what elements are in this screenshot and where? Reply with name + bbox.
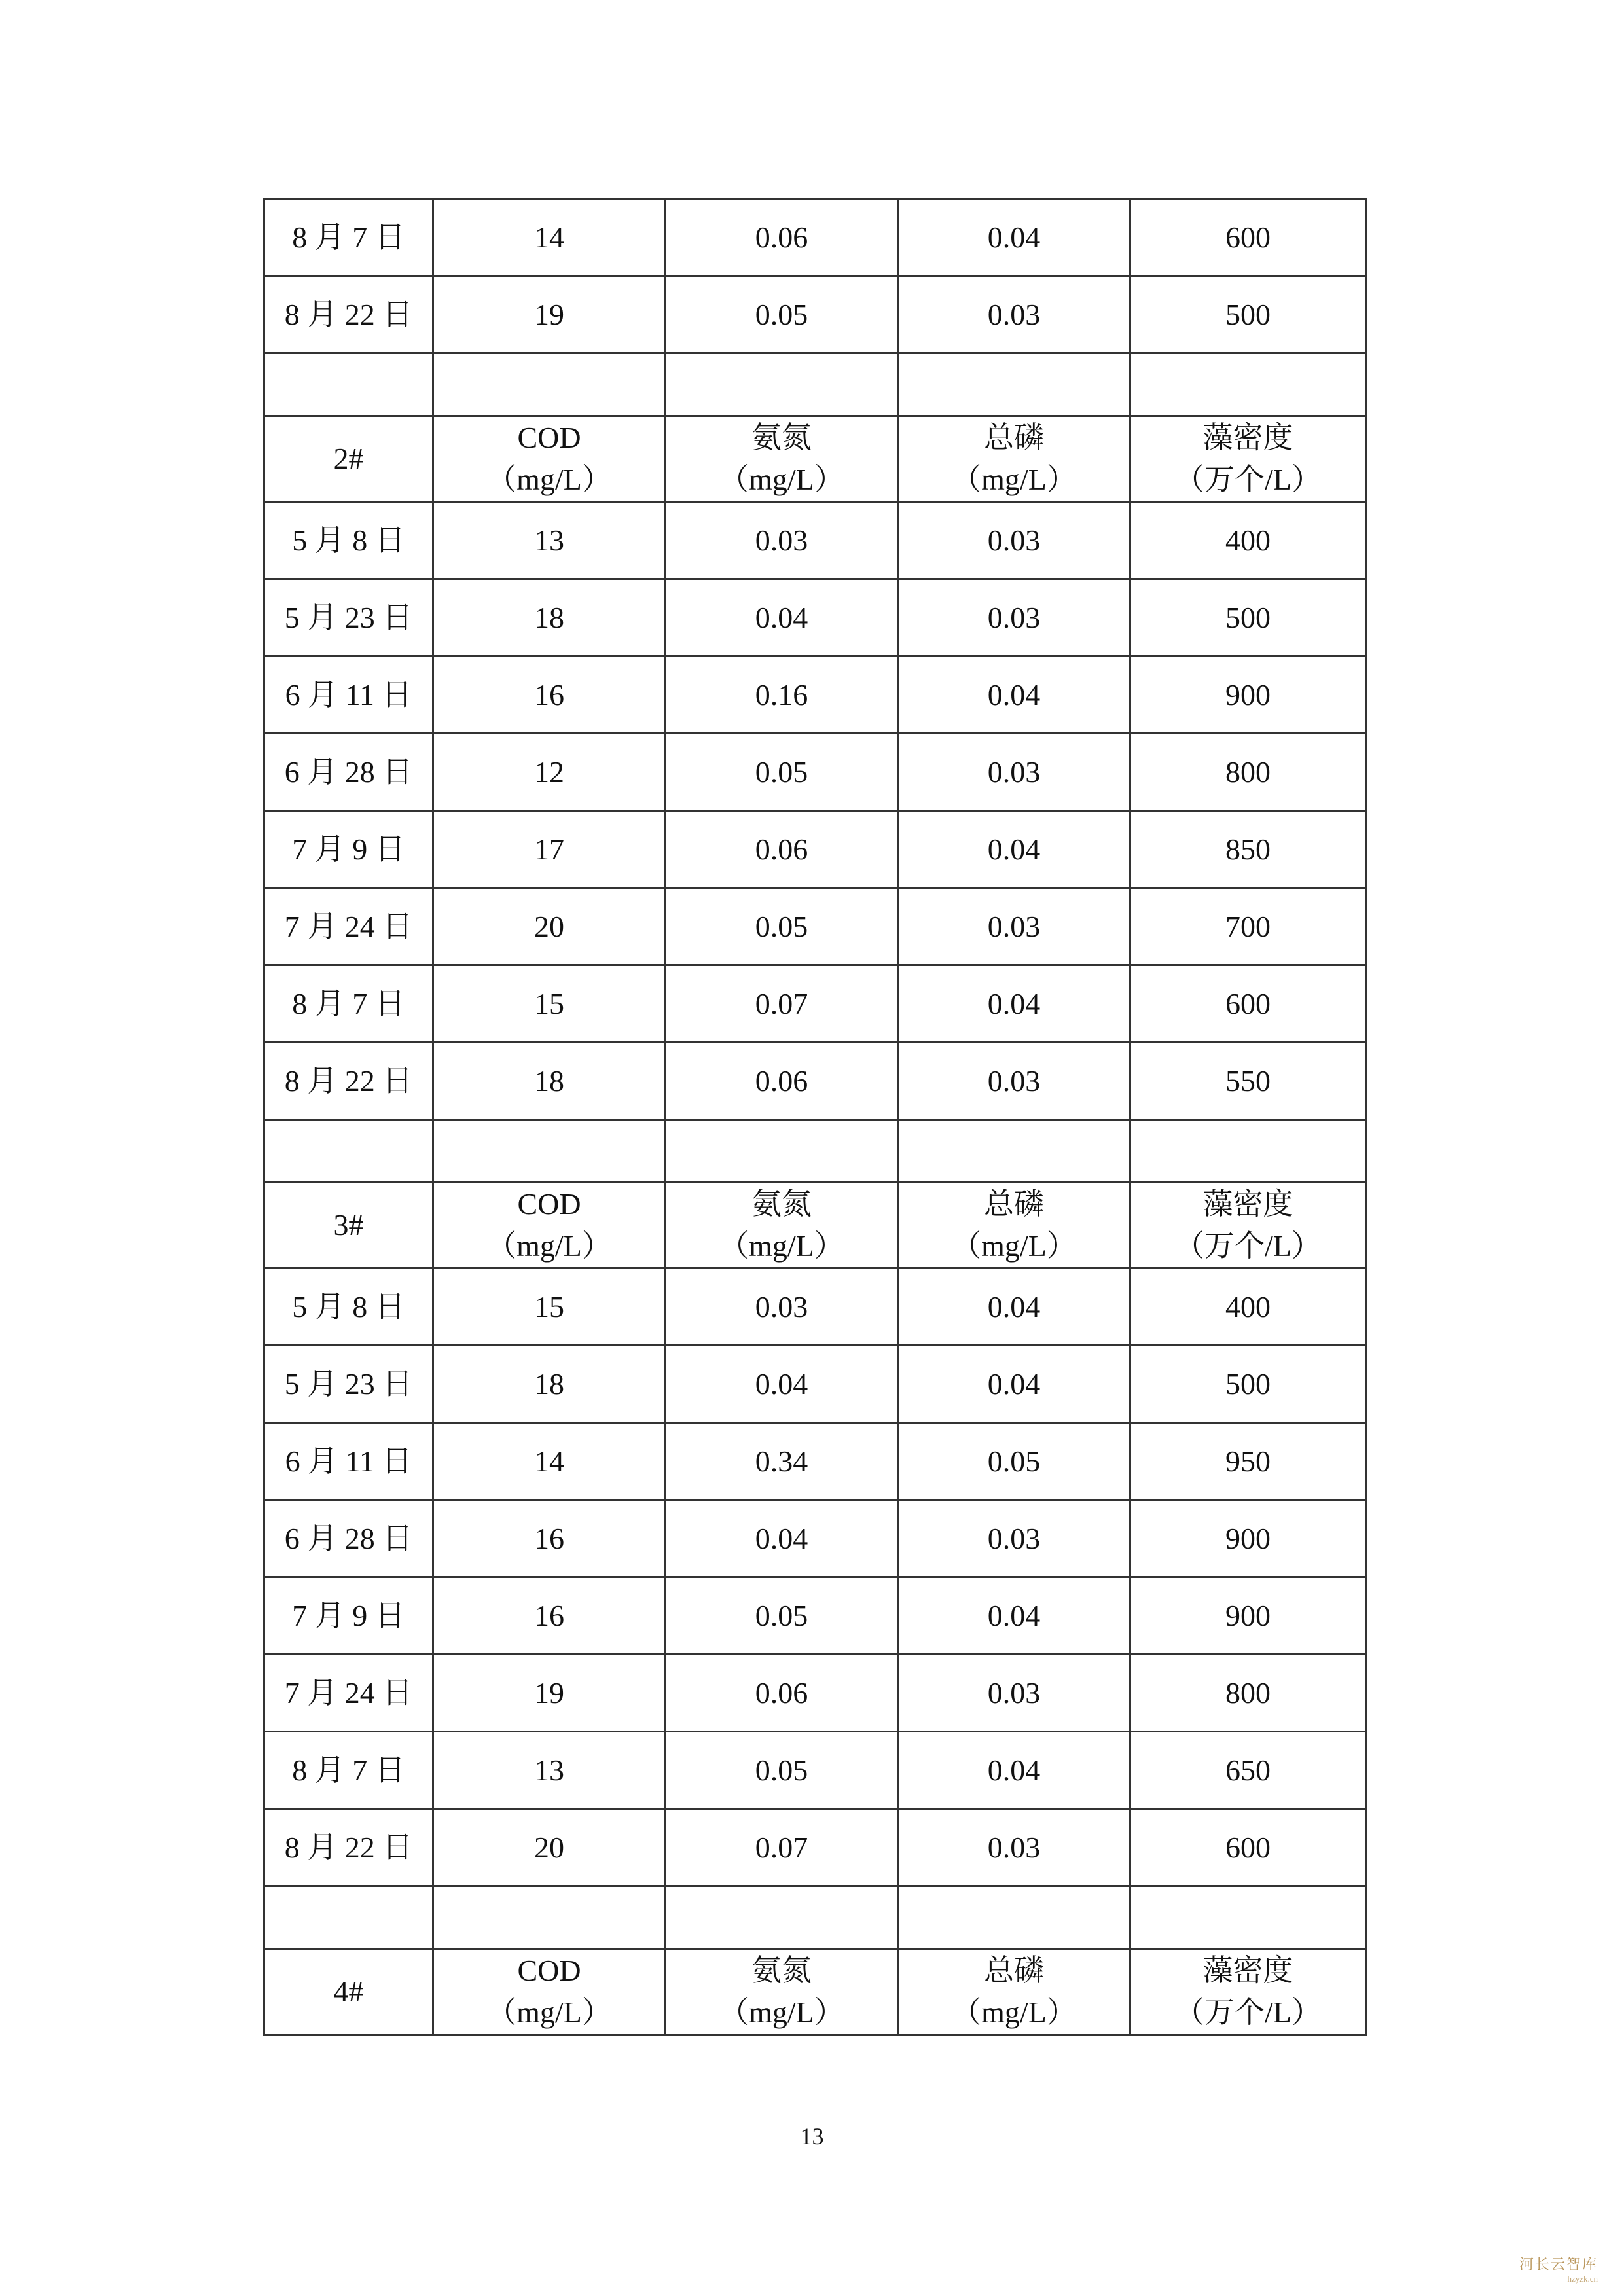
water-quality-table [263,198,1367,2036]
table-row [264,1500,1366,1577]
table-row [264,811,1366,888]
cod-cell: 18 [433,579,666,656]
header-ammonia [666,416,898,502]
table-row [264,1268,1366,1346]
cod-cell: 16 [433,656,666,734]
date-cell: 8 月 7 日 [264,1732,433,1809]
blank-cell [1130,1120,1366,1183]
table-row [264,1809,1366,1886]
ammonia-cell: 0.16 [666,656,898,734]
ammonia-cell: 0.07 [666,965,898,1043]
header-unit: （mg/L） [719,1229,844,1263]
header-label: COD [517,421,581,454]
ammonia-cell: 0.06 [666,1043,898,1120]
algae-cell: 500 [1130,276,1366,353]
header-unit: （万个/L） [1174,463,1322,496]
table-row [264,502,1366,579]
date-cell: 7 月 24 日 [264,888,433,965]
ammonia-cell: 0.06 [666,1655,898,1732]
watermark-url: hzyzk.cn [1567,2274,1598,2284]
blank-cell [264,1120,433,1183]
table-row [264,734,1366,811]
phosphorus-cell: 0.04 [898,811,1130,888]
cod-cell: 15 [433,1268,666,1346]
blank-cell [433,353,666,416]
table-row [264,1577,1366,1655]
blank-row [264,1886,1366,1949]
phosphorus-cell: 0.03 [898,1809,1130,1886]
blank-cell [1130,1886,1366,1949]
date-cell: 6 月 28 日 [264,734,433,811]
table-row [264,888,1366,965]
header-unit: （万个/L） [1174,1996,1322,2029]
date-cell: 6 月 11 日 [264,656,433,734]
table-row [264,1346,1366,1423]
date-cell: 5 月 8 日 [264,502,433,579]
phosphorus-cell: 0.04 [898,199,1130,276]
header-label: 总磷 [984,1187,1044,1221]
ammonia-cell: 0.34 [666,1423,898,1500]
phosphorus-cell: 0.04 [898,1268,1130,1346]
phosphorus-cell: 0.03 [898,1500,1130,1577]
phosphorus-cell: 0.03 [898,888,1130,965]
phosphorus-cell: 0.04 [898,1732,1130,1809]
blank-cell [898,353,1130,416]
header-label: 氨氮 [751,1954,812,1987]
algae-cell: 850 [1130,811,1366,888]
phosphorus-cell: 0.03 [898,734,1130,811]
header-unit: （mg/L） [486,1996,612,2029]
table-row [264,1423,1366,1500]
ammonia-cell: 0.03 [666,1268,898,1346]
blank-cell [898,1886,1130,1949]
cod-cell: 16 [433,1500,666,1577]
phosphorus-cell: 0.04 [898,656,1130,734]
blank-cell [264,1886,433,1949]
header-cod [433,1949,666,2035]
header-unit: （mg/L） [719,1996,844,2029]
phosphorus-cell: 0.03 [898,579,1130,656]
algae-cell: 400 [1130,502,1366,579]
cod-cell: 18 [433,1043,666,1120]
algae-cell: 400 [1130,1268,1366,1346]
algae-cell: 950 [1130,1423,1366,1500]
cod-cell: 14 [433,199,666,276]
blank-cell [433,1120,666,1183]
site-label: 2# [264,416,433,502]
blank-cell [666,1120,898,1183]
date-cell: 6 月 28 日 [264,1500,433,1577]
table-row [264,1732,1366,1809]
ammonia-cell: 0.05 [666,1732,898,1809]
phosphorus-cell: 0.04 [898,1577,1130,1655]
algae-cell: 550 [1130,1043,1366,1120]
header-unit: （mg/L） [486,463,612,496]
header-label: 藻密度 [1202,1954,1293,1987]
header-algae [1130,1183,1366,1268]
algae-cell: 900 [1130,1500,1366,1577]
header-algae [1130,416,1366,502]
page-number: 13 [800,2123,824,2149]
table-row [264,965,1366,1043]
algae-cell: 600 [1130,1809,1366,1886]
cod-cell: 14 [433,1423,666,1500]
header-unit: （mg/L） [951,463,1077,496]
ammonia-cell: 0.06 [666,811,898,888]
ammonia-cell: 0.05 [666,1577,898,1655]
blank-row [264,1120,1366,1183]
table-row [264,1043,1366,1120]
ammonia-cell: 0.04 [666,1346,898,1423]
algae-cell: 500 [1130,579,1366,656]
watermark-text: 河长云智库 [1519,2256,1598,2272]
date-cell: 5 月 23 日 [264,579,433,656]
blank-cell [433,1886,666,1949]
header-ammonia [666,1949,898,2035]
blank-cell [898,1120,1130,1183]
algae-cell: 800 [1130,1655,1366,1732]
header-phosphorus [898,1183,1130,1268]
blank-cell [666,353,898,416]
date-cell: 8 月 22 日 [264,1043,433,1120]
cod-cell: 19 [433,1655,666,1732]
blank-cell [666,1886,898,1949]
algae-cell: 700 [1130,888,1366,965]
table-row [264,656,1366,734]
ammonia-cell: 0.04 [666,1500,898,1577]
date-cell: 7 月 9 日 [264,1577,433,1655]
algae-cell: 600 [1130,199,1366,276]
header-cod [433,1183,666,1268]
date-cell: 8 月 7 日 [264,199,433,276]
date-cell: 8 月 22 日 [264,276,433,353]
table-row [264,199,1366,276]
header-ammonia [666,1183,898,1268]
header-phosphorus [898,416,1130,502]
cod-cell: 17 [433,811,666,888]
ammonia-cell: 0.05 [666,734,898,811]
site-label: 3# [264,1183,433,1268]
header-unit: （mg/L） [719,463,844,496]
phosphorus-cell: 0.03 [898,502,1130,579]
date-cell: 6 月 11 日 [264,1423,433,1500]
cod-cell: 20 [433,1809,666,1886]
header-algae [1130,1949,1366,2035]
table-row [264,579,1366,656]
ammonia-cell: 0.05 [666,888,898,965]
blank-cell [1130,353,1366,416]
blank-cell [264,353,433,416]
ammonia-cell: 0.04 [666,579,898,656]
algae-cell: 650 [1130,1732,1366,1809]
header-label: 氨氮 [751,421,812,454]
header-label: COD [517,1187,581,1221]
section-header-row [264,416,1366,502]
section-header-row [264,1183,1366,1268]
cod-cell: 13 [433,1732,666,1809]
table-row [264,1655,1366,1732]
date-cell: 5 月 8 日 [264,1268,433,1346]
date-cell: 7 月 24 日 [264,1655,433,1732]
cod-cell: 20 [433,888,666,965]
header-unit: （mg/L） [951,1229,1077,1263]
date-cell: 8 月 7 日 [264,965,433,1043]
phosphorus-cell: 0.03 [898,1655,1130,1732]
cod-cell: 16 [433,1577,666,1655]
algae-cell: 900 [1130,1577,1366,1655]
blank-row [264,353,1366,416]
date-cell: 5 月 23 日 [264,1346,433,1423]
algae-cell: 900 [1130,656,1366,734]
header-unit: （mg/L） [951,1996,1077,2029]
algae-cell: 800 [1130,734,1366,811]
table-row [264,276,1366,353]
date-cell: 7 月 9 日 [264,811,433,888]
header-unit: （万个/L） [1174,1229,1322,1263]
header-cod [433,416,666,502]
cod-cell: 19 [433,276,666,353]
algae-cell: 600 [1130,965,1366,1043]
ammonia-cell: 0.03 [666,502,898,579]
section-header-row [264,1949,1366,2035]
header-label: 氨氮 [751,1187,812,1221]
header-label: COD [517,1954,581,1987]
cod-cell: 13 [433,502,666,579]
cod-cell: 18 [433,1346,666,1423]
ammonia-cell: 0.07 [666,1809,898,1886]
ammonia-cell: 0.05 [666,276,898,353]
phosphorus-cell: 0.04 [898,1346,1130,1423]
header-unit: （mg/L） [486,1229,612,1263]
phosphorus-cell: 0.03 [898,276,1130,353]
cod-cell: 15 [433,965,666,1043]
phosphorus-cell: 0.04 [898,965,1130,1043]
ammonia-cell: 0.06 [666,199,898,276]
header-label: 藻密度 [1202,1187,1293,1221]
header-label: 总磷 [984,1954,1044,1987]
header-label: 总磷 [984,421,1044,454]
phosphorus-cell: 0.03 [898,1043,1130,1120]
watermark-logo [1519,2253,1598,2284]
phosphorus-cell: 0.05 [898,1423,1130,1500]
algae-cell: 500 [1130,1346,1366,1423]
date-cell: 8 月 22 日 [264,1809,433,1886]
header-label: 藻密度 [1202,421,1293,454]
site-label: 4# [264,1949,433,2035]
cod-cell: 12 [433,734,666,811]
header-phosphorus [898,1949,1130,2035]
